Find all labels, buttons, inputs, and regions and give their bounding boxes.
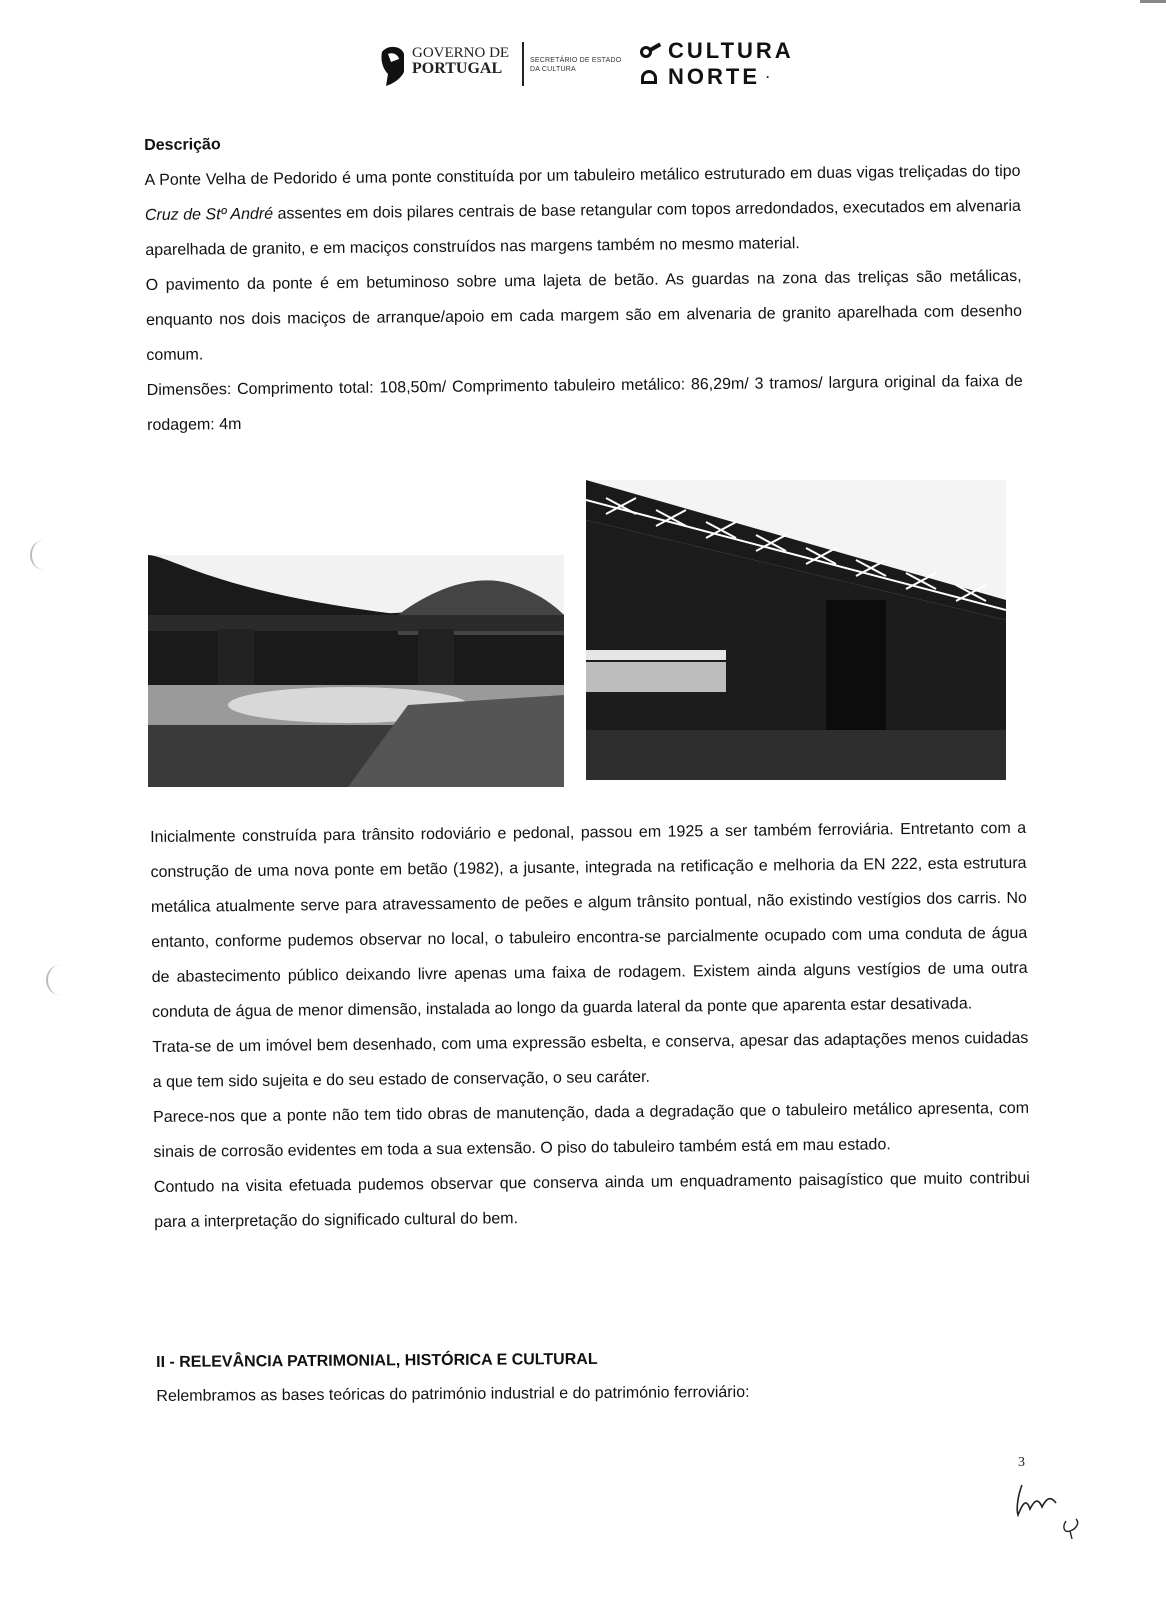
government-logo-text — [412, 46, 509, 76]
description-paragraph-1 — [144, 154, 1021, 268]
scan-edge-mark — [1140, 0, 1166, 3]
binder-punch-hole-mark — [30, 540, 58, 570]
relevance-heading: II - RELEVÂNCIA PATRIMONIAL, HISTÓRICA E CULTURAL — [156, 1350, 598, 1371]
gov-line-2: PORTUGAL — [412, 60, 503, 77]
cultura-mark-icon — [640, 43, 662, 59]
description-paragraph-2: O pavimento da ponte é em betuminoso sobre uma lajeta de betão. As guardas na zona das treliças são metálicas, enquanto nos dois maciços de arranque/apoio em cada margem são em alvenaria de granito aparelhada com desenho comum. — [145, 267, 1023, 364]
secretary-line-1: SECRETÁRIO DE ESTADO — [530, 57, 622, 64]
brand-line-1: CULTURA — [668, 38, 794, 63]
relevance-paragraph-1: Relembramos as bases teóricas do património industrial e do património ferroviário: — [156, 1383, 750, 1405]
history-section — [150, 811, 1030, 1240]
description-section — [144, 119, 1023, 443]
document-header — [372, 36, 812, 92]
description-heading: Descrição — [144, 136, 221, 154]
brand-line-2: NORTE — [668, 64, 760, 89]
history-paragraph-4: Contudo na visita efetuada pudemos observar que conserva ainda um enquadramento paisagístico que muito contribui para a interpretação do significado cultural do bem. — [153, 1169, 1030, 1231]
gov-line-1: GOVERNO DE — [412, 45, 510, 61]
bridge-photo-right — [586, 480, 1006, 780]
norte-mark-icon — [640, 69, 662, 85]
secretary-of-state-text — [530, 56, 621, 74]
dimensions-paragraph: Dimensões: Comprimento total: 108,50m/ Comprimento tabuleiro metálico: 86,29m/ 3 tramos/ largura original da faixa de rodagem: 4m — [146, 372, 1023, 434]
bridge-photo-left — [148, 555, 564, 787]
bridge-truss-view-image — [586, 480, 1006, 780]
description-p1-italic: Cruz de Stº André — [144, 205, 274, 224]
secretary-line-2: DA CULTURA — [530, 66, 576, 73]
bridge-river-view-image — [148, 555, 564, 787]
relevance-section — [156, 1340, 1032, 1414]
history-paragraph-3: Parece-nos que a ponte não tem tido obras de manutenção, dada a degradação que o tabuleiro metálico apresenta, com sinais de corrosão evidentes em toda a sua extensão. O piso do tabuleiro também está em mau estado. — [153, 1099, 1030, 1161]
history-paragraph-2: Trata-se de um imóvel bem desenhado, com uma expressão esbelta, e conserva, apesar das adaptações menos cuidadas a que tem sido sujeita e do seu estado de conservação, o seu caráter. — [152, 1029, 1029, 1091]
government-emblem-icon — [378, 44, 408, 88]
binder-punch-hole-mark — [46, 965, 74, 995]
description-p1-end: assentes em dois pilares centrais de base retangular com topos arredondados, executados em alvenaria aparelhada de granito, e em maciços construídos nas margens também no mesmo material. — [145, 197, 1021, 259]
cultura-norte-logo: CULTURA NORTE · — [640, 38, 794, 90]
header-divider — [522, 42, 524, 86]
description-p1-start: A Ponte Velha de Pedorido é uma ponte constituída por um tabuleiro metálico estruturado em duas vigas treliçadas do tipo — [144, 162, 1021, 189]
page-number: 3 — [1018, 1455, 1025, 1470]
handwritten-initials-signature — [1010, 1475, 1100, 1545]
history-paragraph-1: Inicialmente construída para trânsito rodoviário e pedonal, passou em 1925 a ser também ferroviária. Entretanto com a construção de uma nova ponte em betão (1982), a jusante, integrada na retificação e melhoria da EN 222, esta estrutura metálica atualmente serve para atravessamento de peões e algum trânsito pontual, não existindo vestígios dos carris. No entanto, conforme pudemos observar no local, o tabuleiro encontra-se parcialmente ocupado com uma conduta de água de abastecimento público deixando livre apenas uma faixa de rodagem. Existem ainda alguns vestígios de uma outra conduta de água de menor dimensão, instalada ao longo da guarda lateral da ponte que aparenta estar desativada. — [150, 819, 1028, 1021]
